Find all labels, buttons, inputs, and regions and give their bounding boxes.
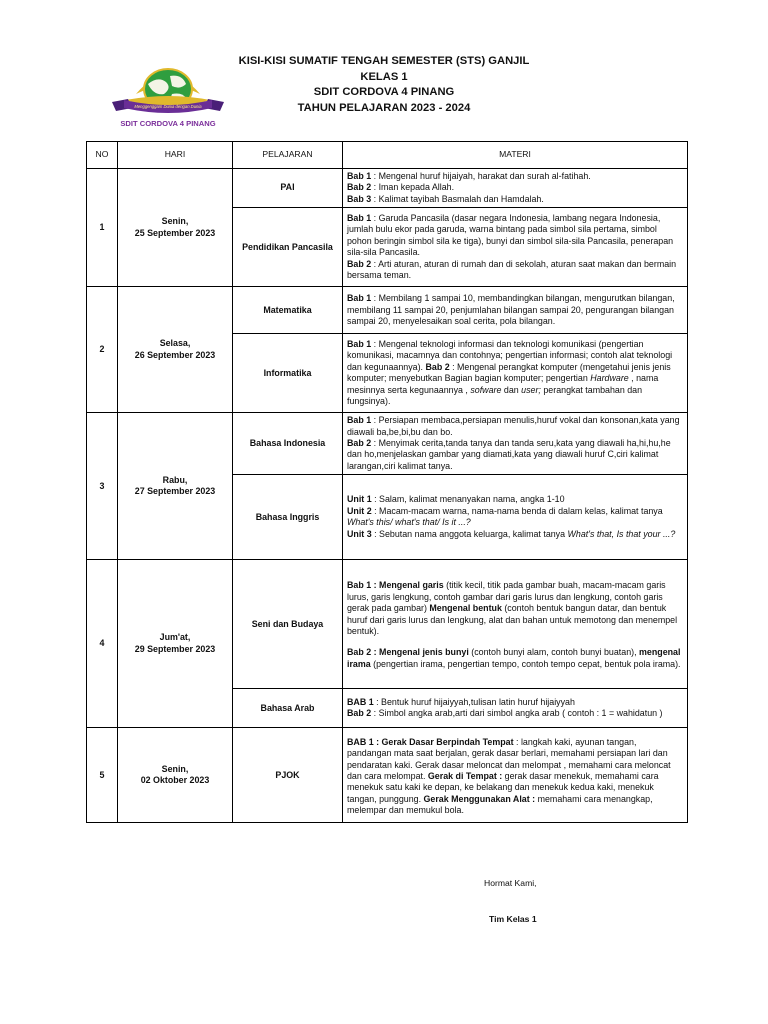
subject-name: Bahasa Inggris bbox=[233, 475, 343, 560]
subject-material: Bab 1 : Mengenal garis (titik kecil, titik pada gambar buah, macam-macam garis lurus, garis lengkung, contoh gambar dari garis lurus dan lengkung, contoh garis gerak pada gambar) Mengenal bentuk (contoh bentuk bangun datar, dan bentuk huruf dari garis lurus dan lengkung, alat dan bahan untuk memotong dan menempel bentuk). Bab 2 : Mengenal jenis bunyi (contoh bunyi alam, contoh bunyi buatan), mengenal irama (pengertian irama, pengertian tempo, contoh tempo cepat, bentuk pola irama). bbox=[343, 560, 688, 689]
row-number: 5 bbox=[87, 728, 118, 823]
kisi-kisi-table bbox=[86, 141, 688, 823]
header-class: KELAS 1 bbox=[360, 70, 408, 83]
row-day bbox=[118, 287, 233, 413]
subject-material: Bab 1 : Membilang 1 sampai 10, membandingkan bilangan, mengurutkan bilangan, membilang 11 sampai 20, penjumlahan bilangan sampai 20, pengurangan bilangan sampai 20, menyelesaikan soal cerita, pola bilangan. bbox=[343, 287, 688, 334]
day-date: 02 Oktober 2023 bbox=[140, 775, 210, 786]
header-title: KISI-KISI SUMATIF TENGAH SEMESTER (STS) GANJIL bbox=[238, 55, 530, 67]
table-header-row bbox=[87, 142, 688, 169]
row-day bbox=[118, 413, 233, 560]
row-day bbox=[118, 169, 233, 287]
subject-material: Bab 1 : Mengenal teknologi informasi dan teknologi komunikasi (pengertian komunikasi, macamnya dan contohnya; pengertian informasi; contoh alat teknologi dan kegunaannya). Bab 2 : Mengenal perangkat komputer (mengetahui jenis jenis komputer; menyebutkan Bagian bagian komputer; pengertian Hardware , nama mesinnya serta kegunaannya , sofware dan user; perangkat tambahan dan fungsinya). bbox=[343, 334, 688, 413]
subject-material: BAB 1 : Bentuk huruf hijaiyyah,tulisan latin huruf hijaiyyah Bab 2 : Simbol angka arab,arti dari simbol angka arab ( contoh : 1 = wahidatun ) bbox=[343, 689, 688, 728]
day-name: Senin, bbox=[161, 763, 189, 774]
subject-name: Seni dan Budaya bbox=[233, 560, 343, 689]
day-date: 26 September 2023 bbox=[134, 349, 216, 360]
closing-greeting: Hormat Kami, bbox=[484, 878, 537, 888]
table-row bbox=[87, 287, 688, 334]
table-row bbox=[87, 413, 688, 475]
subject-name: Pendidikan Pancasila bbox=[233, 208, 343, 287]
row-day bbox=[118, 728, 233, 823]
subject-name: PAI bbox=[233, 169, 343, 208]
header-pelajaran: PELAJARAN bbox=[233, 142, 343, 169]
header-no: NO bbox=[87, 142, 118, 169]
row-number: 3 bbox=[87, 413, 118, 560]
logo-banner-text: Menggenggam Dunia dengan Dunia bbox=[134, 104, 202, 109]
subject-material: BAB 1 : Gerak Dasar Berpindah Tempat : langkah kaki, ayunan tangan, pandangan mata saat berjalan, gerak dasar berlari, memahami persiapan lari dan pendaratan kaki. Gerak dasar meloncat dan melompat , memahami cara meloncat dan cara melompat. Gerak di Tempat : gerak dasar menekuk, memahami cara menekuk satu kaki ke depan, ke belakang dan menekuk kedua kaki, menekuk tangan, punggung. Gerak Menggunakan Alat : memahami cara menangkap, melempar dan memukul bola. bbox=[343, 728, 688, 823]
subject-material: Unit 1 : Salam, kalimat menanyakan nama, angka 1-10 Unit 2 : Macam-macam warna, nama-nama benda di dalam kelas, kalimat tanya What's this/ what's that/ Is it ...? Unit 3 : Sebutan nama anggota keluarga, kalimat tanya What's that, Is that your ...? bbox=[343, 475, 688, 560]
row-number: 1 bbox=[87, 169, 118, 287]
day-name: Rabu, bbox=[162, 474, 188, 485]
subject-name: PJOK bbox=[233, 728, 343, 823]
subject-material: Bab 1 : Persiapan membaca,persiapan menulis,huruf vokal dan konsonan,kata yang diawali ba,be,bi,bu dan bo. Bab 2 : Menyimak cerita,tanda tanya dan tanda seru,kata yang diawali ha,hi,hu,he dan ho,menjelaskan gambar yang diamati,kata yang diawali huruf C,ciri kalimat larangan,ciri kalimat tanya. bbox=[343, 413, 688, 475]
subject-name: Informatika bbox=[233, 334, 343, 413]
day-name: Selasa, bbox=[159, 338, 191, 349]
closing-signer: Tim Kelas 1 bbox=[489, 914, 537, 924]
day-date: 27 September 2023 bbox=[134, 486, 216, 497]
table-row bbox=[87, 728, 688, 823]
subject-name: Matematika bbox=[233, 287, 343, 334]
table-row bbox=[87, 560, 688, 689]
subject-name: Bahasa Indonesia bbox=[233, 413, 343, 475]
subject-material: Bab 1 : Mengenal huruf hijaiyah, harakat dan surah al-fatihah. Bab 2 : Iman kepada Allah. Bab 3 : Kalimat tayibah Basmalah dan Hamdalah. bbox=[343, 169, 688, 208]
day-date: 29 September 2023 bbox=[134, 643, 216, 654]
header-hari: HARI bbox=[118, 142, 233, 169]
header-materi: MATERI bbox=[343, 142, 688, 169]
header-school: SDIT CORDOVA 4 PINANG bbox=[313, 86, 455, 98]
row-number: 2 bbox=[87, 287, 118, 413]
subject-name: Bahasa Arab bbox=[233, 689, 343, 728]
subject-material: Bab 1 : Garuda Pancasila (dasar negara Indonesia, lambang negara Indonesia, jumlah bulu ekor pada garuda, warna bintang pada simbol sila pertama, simbol pohon beringin simbol sila ke tiga), bunyi dan simbol sila-sila Pancasila, penerapan sila-sila Pancasila. Bab 2 : Arti aturan, aturan di rumah dan di sekolah, aturan saat makan dan bermain bersama teman. bbox=[343, 208, 688, 287]
logo-school-name: SDIT CORDOVA 4 PINANG bbox=[120, 119, 216, 128]
school-logo bbox=[106, 64, 230, 130]
row-number: 4 bbox=[87, 560, 118, 728]
row-day bbox=[118, 560, 233, 728]
day-date: 25 September 2023 bbox=[134, 227, 216, 238]
header-year: TAHUN PELAJARAN 2023 - 2024 bbox=[297, 101, 471, 114]
day-name: Jum'at, bbox=[159, 632, 191, 643]
table-row bbox=[87, 169, 688, 208]
day-name: Senin, bbox=[161, 216, 189, 227]
document-header bbox=[232, 54, 536, 116]
